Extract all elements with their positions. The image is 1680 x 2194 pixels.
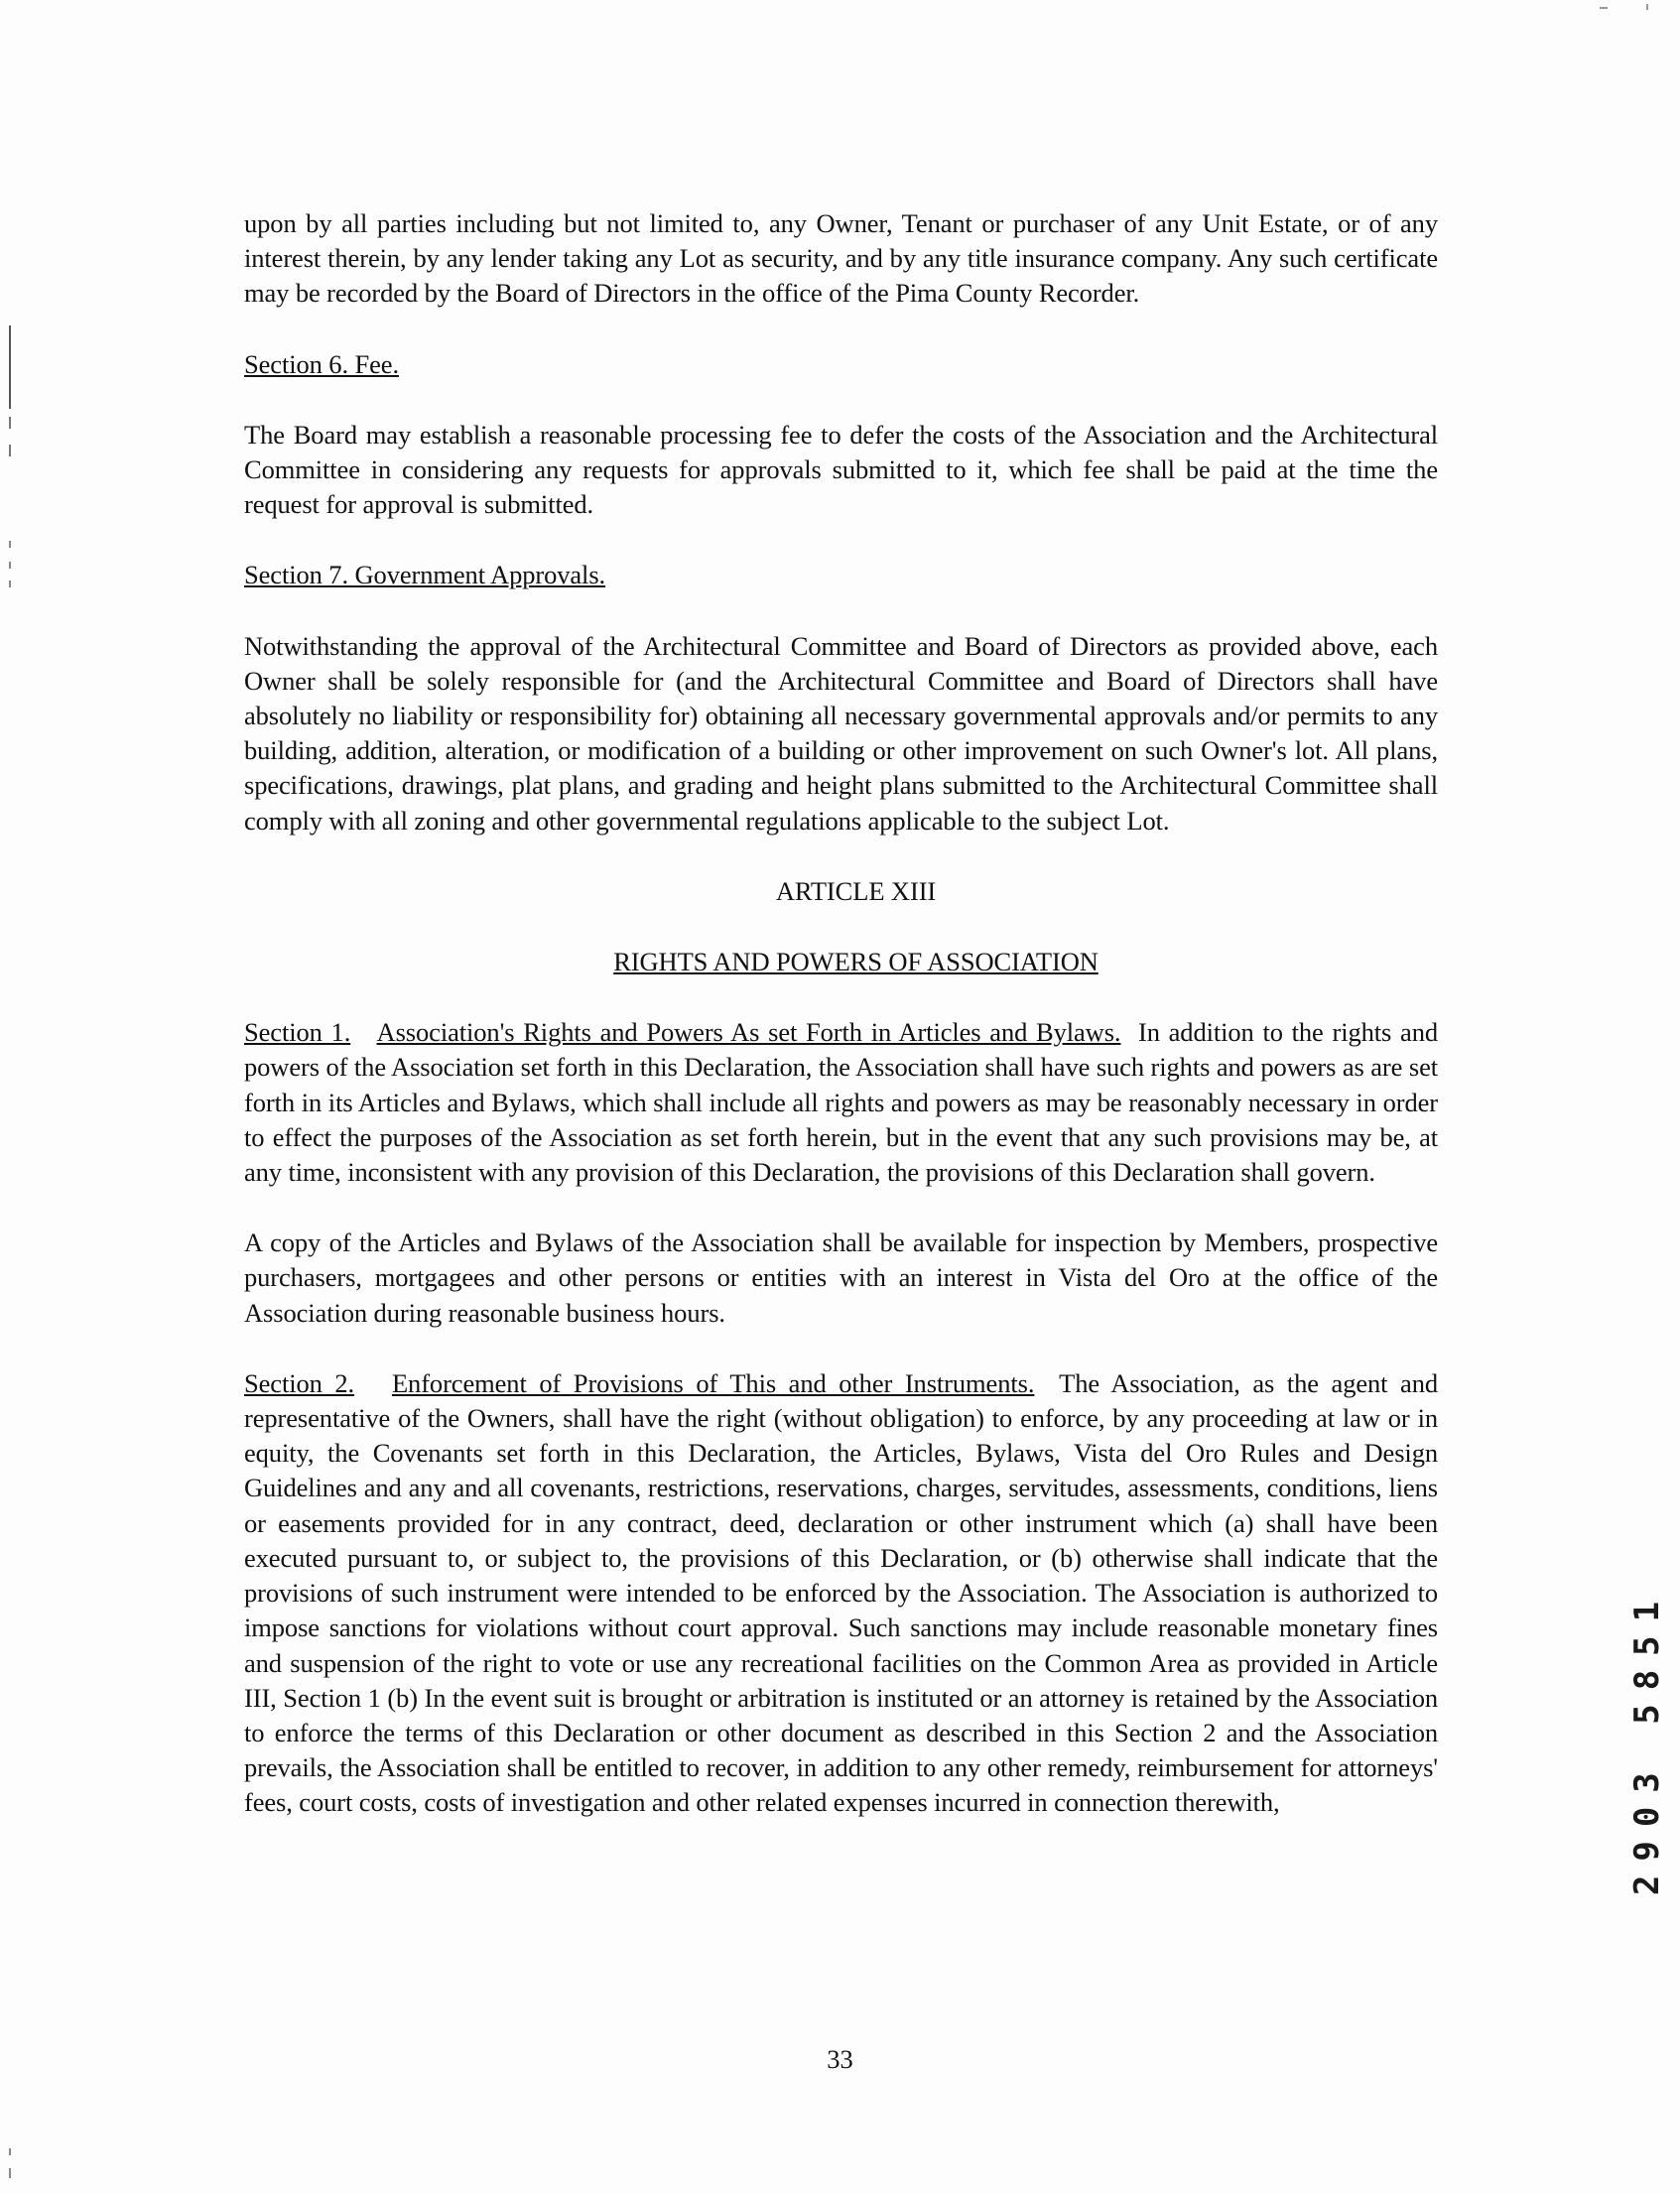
section-1-title: Association's Rights and Powers As set Forth in Articles and Bylaws. <box>376 1017 1121 1048</box>
article-subtitle-text: RIGHTS AND POWERS OF ASSOCIATION <box>613 947 1098 977</box>
section-1-body-2: A copy of the Articles and Bylaws of the Association shall be available for inspection by Members, prospective purchasers, mortgagees and other persons or entities with an interest in Vista del Oro at the office of the Association during reasonable business hours. <box>244 1227 1438 1328</box>
section-2-title: Enforcement of Provisions of This and other Instruments. <box>391 1367 1035 1398</box>
recording-stamp-text: 2903 5851 <box>1627 1587 1667 1896</box>
article-subtitle <box>244 945 1438 979</box>
section-6-heading <box>244 347 1438 382</box>
article-title: ARTICLE XIII <box>775 875 937 906</box>
article-13-section-2 <box>244 1366 1438 1821</box>
section-2-body: The Association, as the agent and representative of the Owners, shall have the right (without obligation) to enforce, by any proceeding at law or in equity, the Covenants set forth in this Declaration, the Articles, Bylaws, Vista del Oro Rules and Design Guidelines and any and all covenants, restrictions, reservations, charges, servitudes, assessments, conditions, liens or easements provided for in any contract, deed, declaration or other instrument which (a) shall have been executed pursuant to, or subject to, the provisions of this Declaration, or (b) otherwise shall indicate that the provisions of such instrument were intended to be enforced by the Association. The Association is authorized to impose sanctions for violations without court approval. Such sanctions may include reasonable monetary fines and suspension of the right to vote or use any recreational facilities on the Common Area as provided in Article III, Section 1 (b) In the event suit is brought or arbitration is instituted or an attorney is retained by the Association to enforce the terms of this Declaration or other document as described in this Section 2 and the Association prevails, the Association shall be entitled to recover, in addition to any other remedy, reimbursement for attorneys' fees, court costs, costs of investigation and other related expenses incurred in connection therewith, <box>244 1367 1439 1818</box>
section-7-heading-text: Section 7. Government Approvals. <box>244 560 606 590</box>
section-7-body: Notwithstanding the approval of the Architectural Committee and Board of Directors as provided above, each Owner shall be solely responsible for (and the Architectural Committee and Board of Directors shall have absolutely no liability or responsibility for) obtaining all necessary governmental approvals and/or permits to any building, addition, alteration, or modification of a building or other improvement on such Owner's lot. All plans, specifications, drawings, plat plans, and grading and height plans submitted to the Architectural Committee shall comply with all zoning and other governmental regulations applicable to the subject Lot. <box>244 630 1438 836</box>
section-1-label: Section 1. <box>244 1017 351 1048</box>
page-number: 33 <box>827 2044 853 2074</box>
section-1-body: In addition to the rights and powers of the Association set forth in this Declaration, the Association shall have such rights and powers as are set forth in its Articles and Bylaws, which shall include all rights and powers as may be reasonably necessary in order to effect the purposes of the Association as set forth herein, but in the event that any such provisions may be, at any time, inconsistent with any provision of this Declaration, the provisions of this Declaration shall govern. <box>244 1017 1438 1188</box>
section-6-heading-text: Section 6. Fee. <box>244 348 399 379</box>
section-7-heading <box>244 558 1438 592</box>
section-6-body: The Board may establish a reasonable processing fee to defer the costs of the Association and the Architectural Committee in considering any requests for approvals submitted to it, which fee shall be paid at the time the request for approval is submitted. <box>244 419 1438 520</box>
paragraph-continuation: upon by all parties including but not limited to, any Owner, Tenant or purchaser of any Unit Estate, or of any interest therein, by any lender taking any Lot as security, and by any title insurance company. Any such certificate may be recorded by the Board of Directors in the office of the Pima County Recorder. <box>244 208 1438 309</box>
article-13-section-1 <box>244 1015 1438 1190</box>
document-body <box>244 206 1438 1821</box>
section-2-label: Section 2. <box>244 1367 355 1398</box>
recording-stamp <box>1627 1588 1667 1895</box>
